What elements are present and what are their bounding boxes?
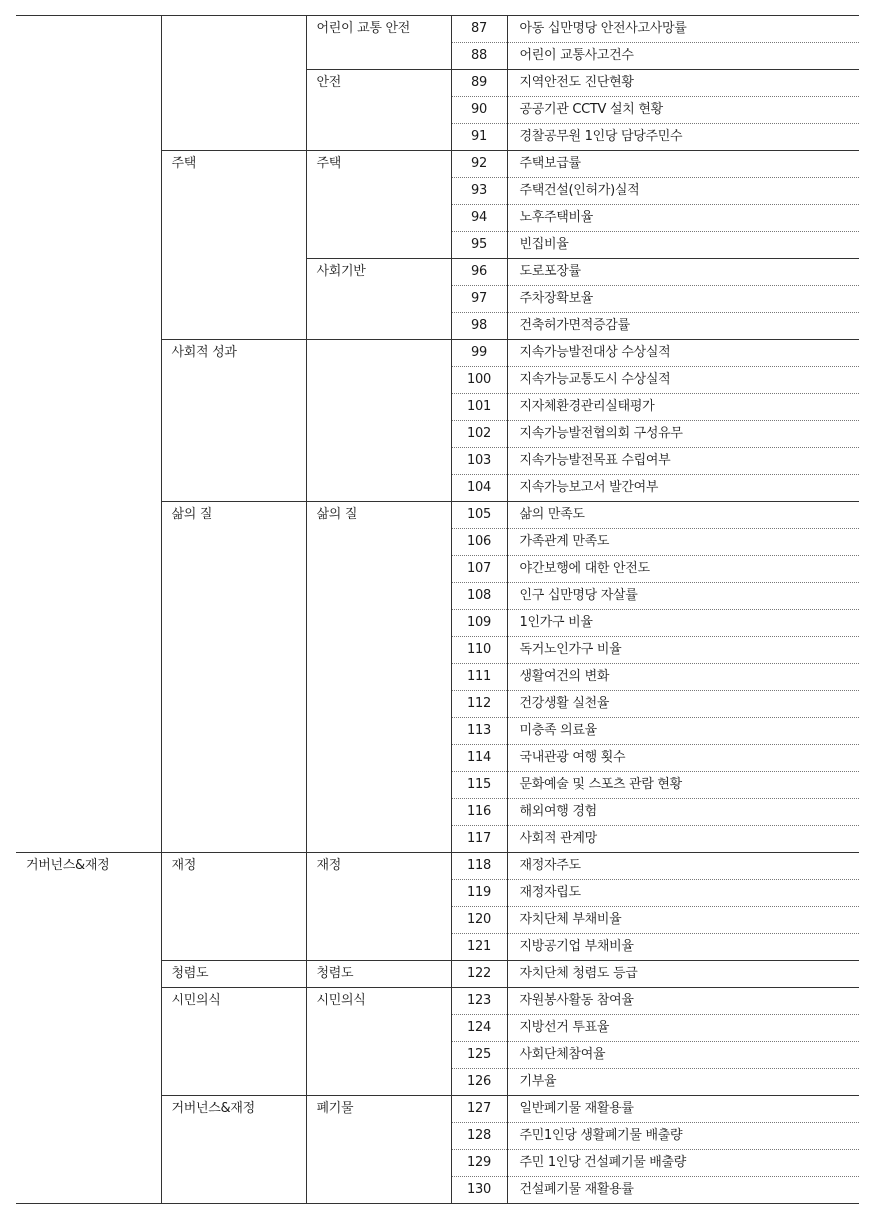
indicator-title: 가족관계 만족도: [507, 529, 859, 556]
indicator-number: 113: [451, 718, 507, 745]
indicator-number: 120: [451, 907, 507, 934]
indicator-number: 99: [451, 340, 507, 367]
indicator-number: 103: [451, 448, 507, 475]
indicator-number: 112: [451, 691, 507, 718]
indicator-number: 101: [451, 394, 507, 421]
indicator-title: 지속가능발전대상 수상실적: [507, 340, 859, 367]
subcategory-cell: 안전: [306, 70, 451, 151]
subcategory-cell: 재정: [306, 853, 451, 961]
indicator-number: 115: [451, 772, 507, 799]
subcategory-cell: 시민의식: [306, 988, 451, 1096]
indicator-number: 123: [451, 988, 507, 1015]
category-cell: 주택: [161, 151, 306, 340]
category-cell: [161, 16, 306, 151]
indicator-title: 삶의 만족도: [507, 502, 859, 529]
table-row: [16, 16, 859, 43]
indicator-title: 미충족 의료율: [507, 718, 859, 745]
indicator-title: 국내관광 여행 횟수: [507, 745, 859, 772]
indicator-number: 119: [451, 880, 507, 907]
indicator-number: 127: [451, 1096, 507, 1123]
indicator-number: 89: [451, 70, 507, 97]
indicator-title: 지속가능교통도시 수상실적: [507, 367, 859, 394]
indicator-table: [16, 15, 859, 1204]
indicator-title: 독거노인가구 비율: [507, 637, 859, 664]
indicator-number: 97: [451, 286, 507, 313]
indicator-title: 주민1인당 생활폐기물 배출량: [507, 1123, 859, 1150]
subcategory-cell: 폐기물: [306, 1096, 451, 1204]
indicator-number: 114: [451, 745, 507, 772]
indicator-number: 121: [451, 934, 507, 961]
indicator-title: 기부율: [507, 1069, 859, 1096]
indicator-number: 126: [451, 1069, 507, 1096]
indicator-number: 107: [451, 556, 507, 583]
indicator-number: 124: [451, 1015, 507, 1042]
indicator-number: 87: [451, 16, 507, 43]
indicator-title: 해외여행 경험: [507, 799, 859, 826]
indicator-number: 88: [451, 43, 507, 70]
indicator-title: 경찰공무원 1인당 담당주민수: [507, 124, 859, 151]
indicator-number: 129: [451, 1150, 507, 1177]
indicator-number: 105: [451, 502, 507, 529]
indicator-title: 재정자립도: [507, 880, 859, 907]
indicator-number: 96: [451, 259, 507, 286]
indicator-title: 생활여건의 변화: [507, 664, 859, 691]
indicator-number: 102: [451, 421, 507, 448]
indicator-number: 125: [451, 1042, 507, 1069]
category-cell: 거버넌스&재정: [161, 1096, 306, 1204]
indicator-number: 117: [451, 826, 507, 853]
indicator-number: 128: [451, 1123, 507, 1150]
indicator-title: 공공기관 CCTV 설치 현황: [507, 97, 859, 124]
indicator-number: 100: [451, 367, 507, 394]
indicator-title: 지자체환경관리실태평가: [507, 394, 859, 421]
indicator-number: 90: [451, 97, 507, 124]
indicator-title: 건강생활 실천율: [507, 691, 859, 718]
indicator-title: 빈집비율: [507, 232, 859, 259]
indicator-number: 110: [451, 637, 507, 664]
category-cell: 시민의식: [161, 988, 306, 1096]
indicator-title: 재정자주도: [507, 853, 859, 880]
indicator-number: 93: [451, 178, 507, 205]
subcategory-cell: 삶의 질: [306, 502, 451, 853]
indicator-title: 자치단체 부채비율: [507, 907, 859, 934]
category-cell: 청렴도: [161, 961, 306, 988]
indicator-title: 문화예술 및 스포츠 관람 현황: [507, 772, 859, 799]
indicator-title: 지방공기업 부채비율: [507, 934, 859, 961]
indicator-title: 사회적 관계망: [507, 826, 859, 853]
indicator-title: 도로포장률: [507, 259, 859, 286]
indicator-number: 92: [451, 151, 507, 178]
indicator-number: 98: [451, 313, 507, 340]
subcategory-cell: 사회기반: [306, 259, 451, 340]
indicator-title: 지속가능보고서 발간여부: [507, 475, 859, 502]
indicator-number: 95: [451, 232, 507, 259]
category-cell: 재정: [161, 853, 306, 961]
indicator-title: 주차장확보율: [507, 286, 859, 313]
indicator-number: 118: [451, 853, 507, 880]
indicator-title: 지속가능발전목표 수립여부: [507, 448, 859, 475]
indicator-number: 94: [451, 205, 507, 232]
indicator-title: 아동 십만명당 안전사고사망률: [507, 16, 859, 43]
indicator-number: 130: [451, 1177, 507, 1204]
indicator-number: 108: [451, 583, 507, 610]
indicator-title: 주민 1인당 건설폐기물 배출량: [507, 1150, 859, 1177]
indicator-title: 지속가능발전협의회 구성유무: [507, 421, 859, 448]
indicator-number: 91: [451, 124, 507, 151]
domain-cell: 거버넌스&재정: [16, 853, 161, 1204]
indicator-title: 자치단체 청렴도 등급: [507, 961, 859, 988]
indicator-number: 116: [451, 799, 507, 826]
indicator-number: 109: [451, 610, 507, 637]
indicator-title: 자원봉사활동 참여율: [507, 988, 859, 1015]
subcategory-cell: 어린이 교통 안전: [306, 16, 451, 70]
indicator-title: 지방선거 투표율: [507, 1015, 859, 1042]
indicator-title: 건축허가면적증감률: [507, 313, 859, 340]
indicator-title: 주택건설(인허가)실적: [507, 178, 859, 205]
indicator-title: 주택보급률: [507, 151, 859, 178]
table-row: [16, 853, 859, 880]
indicator-title: 지역안전도 진단현황: [507, 70, 859, 97]
subcategory-cell: 청렴도: [306, 961, 451, 988]
indicator-title: 1인가구 비율: [507, 610, 859, 637]
indicator-title: 노후주택비율: [507, 205, 859, 232]
indicator-number: 104: [451, 475, 507, 502]
category-cell: 사회적 성과: [161, 340, 306, 502]
subcategory-cell: [306, 340, 451, 502]
indicator-title: 야간보행에 대한 안전도: [507, 556, 859, 583]
indicator-number: 122: [451, 961, 507, 988]
category-cell: 삶의 질: [161, 502, 306, 853]
indicator-number: 111: [451, 664, 507, 691]
indicator-title: 어린이 교통사고건수: [507, 43, 859, 70]
indicator-title: 인구 십만명당 자살률: [507, 583, 859, 610]
indicator-title: 건설폐기물 재활용률: [507, 1177, 859, 1204]
domain-cell: [16, 16, 161, 853]
subcategory-cell: 주택: [306, 151, 451, 259]
indicator-title: 사회단체참여율: [507, 1042, 859, 1069]
indicator-title: 일반폐기물 재활용률: [507, 1096, 859, 1123]
indicator-number: 106: [451, 529, 507, 556]
